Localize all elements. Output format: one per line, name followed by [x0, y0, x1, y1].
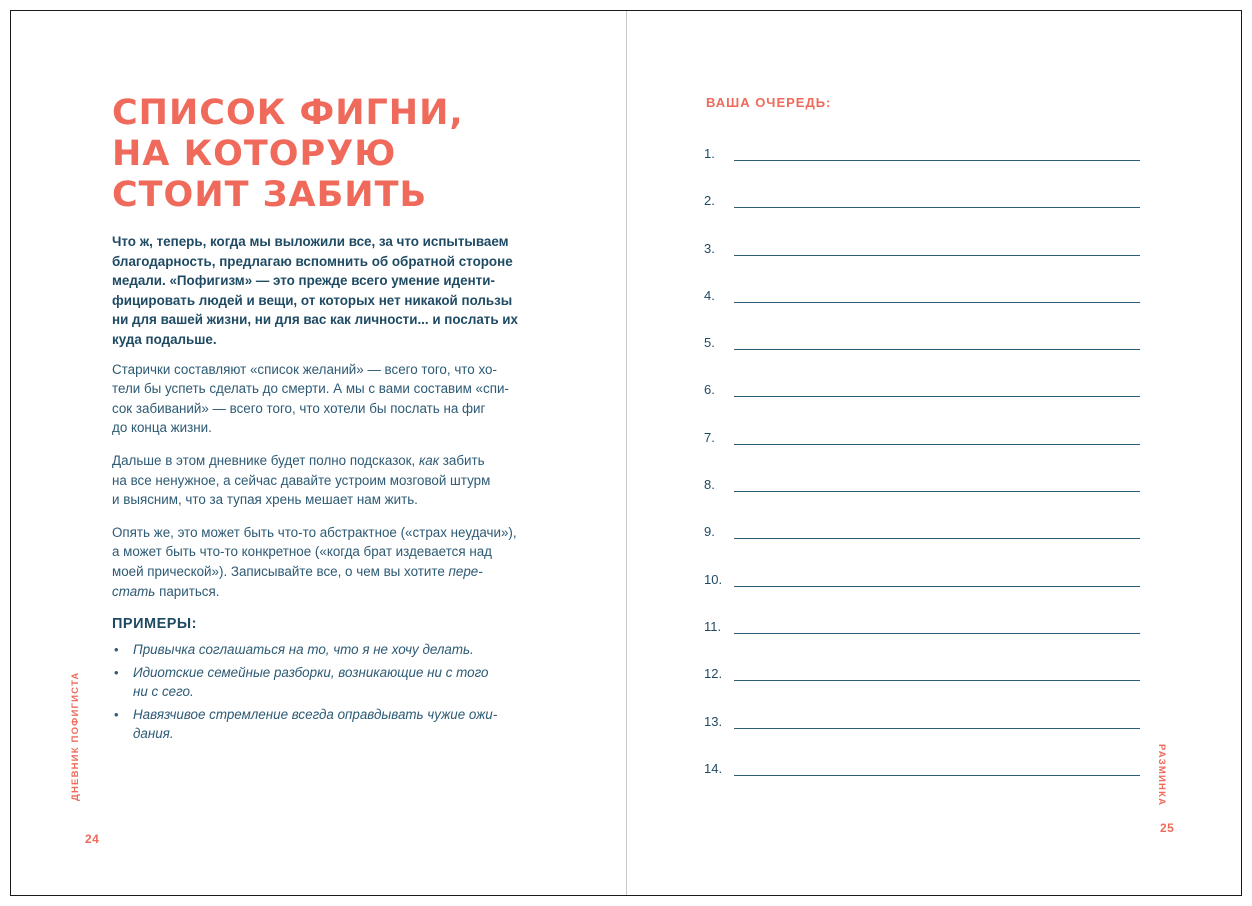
line-number: 8.	[704, 477, 715, 493]
body-column	[112, 232, 550, 747]
fill-in-line[interactable]	[704, 521, 1144, 568]
fill-in-line[interactable]	[704, 758, 1144, 805]
text-run: Дальше в этом дневнике будет полно подсказок,	[112, 452, 419, 468]
line-number: 12.	[704, 666, 723, 682]
lead-line: медали. «Пофигизм» — это прежде всего умение иденти-	[112, 273, 495, 289]
example-line: дания.	[133, 726, 174, 742]
bullet-icon: •	[114, 642, 119, 658]
para-line	[112, 451, 550, 471]
line-number: 10.	[704, 571, 723, 587]
fill-in-line[interactable]	[704, 379, 1144, 426]
text-run: моей прической»). Записывайте все, о чем вы хотите	[112, 563, 449, 579]
write-line[interactable]	[734, 775, 1140, 776]
line-number: 14.	[704, 760, 723, 776]
write-line[interactable]	[734, 255, 1140, 256]
example-text	[133, 640, 550, 660]
emphasis-text: пере-	[448, 563, 483, 579]
line-number: 4.	[704, 287, 715, 303]
paragraph-wishlist	[112, 360, 550, 438]
emphasis-text: как	[418, 452, 440, 468]
write-line[interactable]	[734, 396, 1140, 397]
fill-in-list	[704, 143, 1144, 805]
list-item	[112, 663, 550, 702]
write-line[interactable]	[734, 349, 1140, 350]
write-line[interactable]	[734, 444, 1140, 445]
line-number: 6.	[704, 382, 715, 398]
write-line[interactable]	[734, 728, 1140, 729]
write-line[interactable]	[734, 160, 1140, 161]
lead-line: благодарность, предлагаю вспомнить об обратной стороне	[112, 253, 513, 269]
bullet-icon: •	[114, 664, 119, 680]
para-line: до конца жизни.	[112, 420, 212, 436]
example-line: Идиотские семейные разборки, возникающие ни с того	[133, 664, 489, 680]
bullet-icon: •	[114, 706, 119, 722]
list-item	[112, 640, 550, 660]
line-number: 5.	[704, 335, 715, 351]
line-number: 13.	[704, 713, 723, 729]
lead-line: ни для вашей жизни, ни для вас как личности... и послать их	[112, 312, 518, 328]
para-line: на все ненужное, а сейчас давайте устроим мозговой штурм	[112, 472, 491, 488]
para-line: тели бы успеть сделать до смерти. А мы с вами составим «спи-	[112, 381, 509, 397]
example-line: ни с сего.	[133, 684, 194, 700]
page-number-left: 24	[85, 832, 100, 846]
write-line[interactable]	[734, 491, 1140, 492]
write-line[interactable]	[734, 586, 1140, 587]
para-line: а может быть что-то конкретное («когда брат издевается над	[112, 544, 492, 560]
line-number: 7.	[704, 429, 715, 445]
title-line: СТОИТ ЗАБИТЬ	[112, 175, 428, 215]
write-line[interactable]	[734, 302, 1140, 303]
running-header-right: РАЗМИНКА	[1156, 744, 1167, 807]
line-number: 1.	[704, 146, 715, 161]
fill-in-line[interactable]	[704, 663, 1144, 710]
fill-in-line[interactable]	[704, 190, 1144, 237]
lead-paragraph	[112, 232, 550, 350]
fill-in-line[interactable]	[704, 285, 1144, 332]
line-number: 11.	[704, 618, 722, 634]
text-run: забить	[439, 452, 485, 468]
page-title	[112, 93, 532, 216]
list-item	[112, 705, 550, 744]
text-run: париться.	[155, 583, 220, 599]
para-line: Опять же, это может быть что-то абстрактное («страх неудачи»),	[112, 524, 517, 540]
paragraph-examples-intro	[112, 523, 550, 601]
fill-in-line[interactable]	[704, 332, 1144, 379]
line-number: 3.	[704, 240, 715, 256]
emphasis-text: стать	[112, 583, 156, 599]
write-line[interactable]	[734, 633, 1140, 634]
write-line[interactable]	[734, 680, 1140, 681]
fill-in-line[interactable]	[704, 569, 1144, 616]
running-header-left: ДНЕВНИК ПОФИГИСТА	[70, 671, 81, 801]
paragraph-hints	[112, 451, 550, 510]
lead-line: Что ж, теперь, когда мы выложили все, за что испытываем	[112, 234, 509, 249]
para-line: Старички составляют «список желаний» — всего того, что хо-	[112, 361, 497, 377]
example-line: Навязчивое стремление всегда оправдывать чужие ожи-	[133, 706, 498, 722]
fill-in-line[interactable]	[704, 427, 1144, 474]
write-line[interactable]	[734, 207, 1140, 208]
example-text	[133, 663, 550, 702]
examples-list	[112, 640, 550, 744]
example-line: Привычка соглашаться на то, что я не хочу делать.	[133, 642, 474, 658]
line-number: 9.	[704, 524, 715, 540]
page-gutter	[626, 11, 627, 895]
fill-in-line[interactable]	[704, 711, 1144, 758]
left-page	[11, 11, 626, 895]
fill-in-line[interactable]	[704, 474, 1144, 521]
title-line: СПИСОК ФИГНИ,	[112, 93, 464, 133]
fill-in-line[interactable]	[704, 143, 1144, 190]
title-line: НА КОТОРУЮ	[112, 134, 397, 174]
fill-in-line[interactable]	[704, 616, 1144, 663]
fill-in-line[interactable]	[704, 238, 1144, 285]
para-line: сок забиваний» — всего того, что хотели бы послать на фиг	[112, 400, 486, 416]
para-line	[112, 562, 550, 582]
para-line: и выясним, что за тупая хрень мешает нам жить.	[112, 492, 418, 508]
lead-line: куда подальше.	[112, 331, 217, 347]
lead-line: фицировать людей и вещи, от которых нет никакой пользы	[112, 292, 513, 308]
write-line[interactable]	[734, 538, 1140, 539]
example-text	[133, 705, 550, 744]
page-number-right: 25	[1160, 821, 1175, 835]
your-turn-heading: ВАША ОЧЕРЕДЬ:	[706, 95, 832, 110]
examples-heading: ПРИМЕРЫ:	[112, 616, 197, 633]
line-number: 2.	[704, 193, 715, 209]
para-line	[112, 582, 550, 602]
